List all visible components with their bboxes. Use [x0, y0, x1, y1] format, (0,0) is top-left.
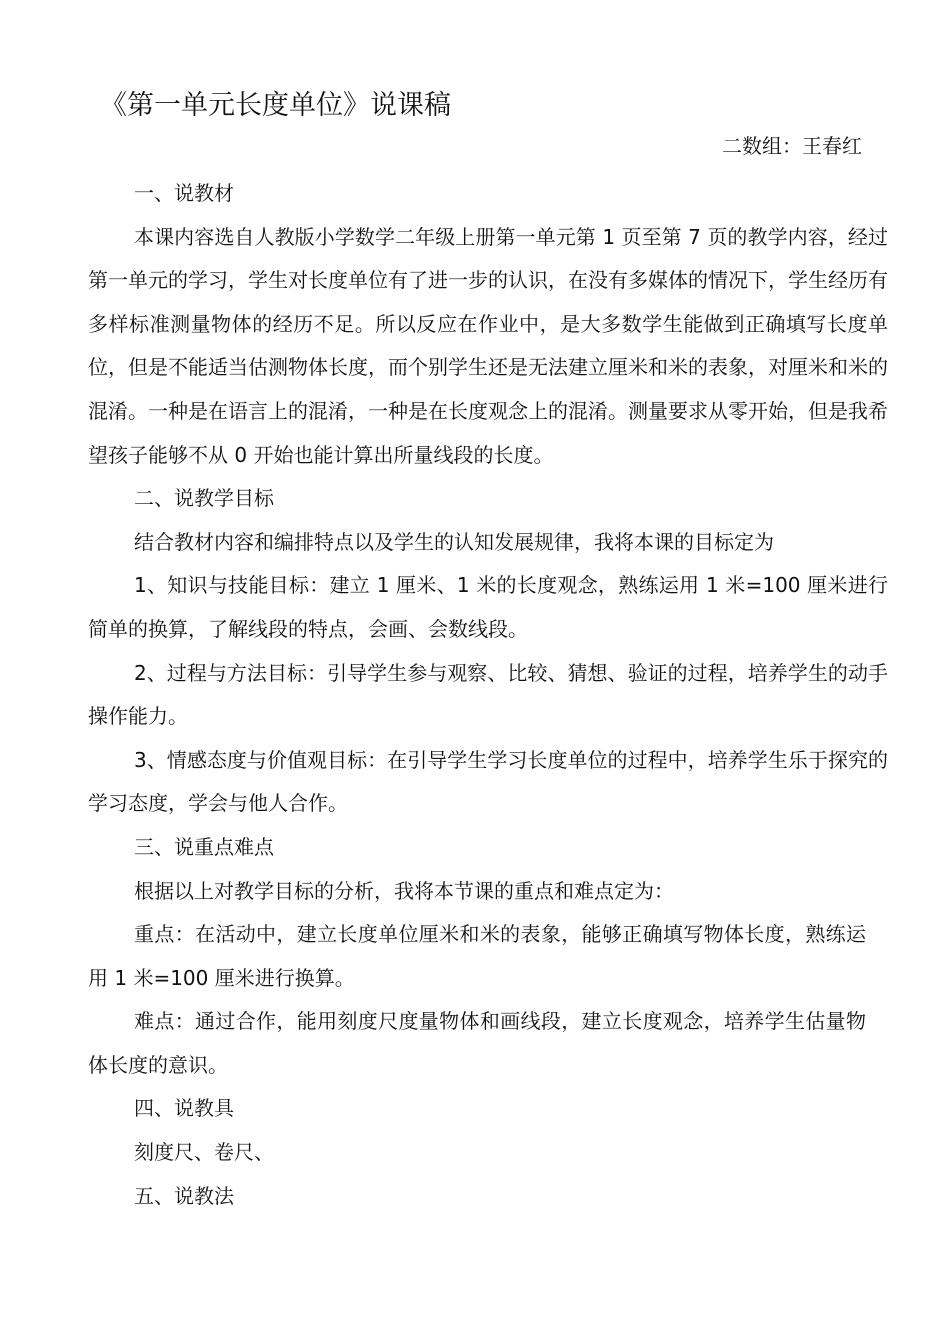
paragraph-teaching-aids: 刻度尺、卷尺、	[134, 1140, 274, 1165]
section-heading-teaching-methods: 五、说教法	[134, 1183, 234, 1208]
key-point: 重点：在活动中，建立长度单位厘米和米的表象，能够正确填写物体长度，熟练运用 1 米=100 厘米进行换算。	[88, 922, 866, 990]
section-heading-key-points: 三、说重点难点	[134, 834, 274, 859]
paragraph-objectives-intro: 结合教材内容和编排特点以及学生的认知发展规律，我将本课的目标定为	[134, 529, 774, 554]
difficult-point: 难点：通过合作，能用刻度尺度量物体和画线段，建立长度观念，培养学生估量物体长度的意识。	[88, 1009, 866, 1077]
paragraph-textbook: 本课内容选自人教版小学数学二年级上册第一单元第 1 页至第 7 页的教学内容，经过第一单元的学习，学生对长度单位有了进一步的认识，在没有多媒体的情况下，学生经历有多样标准测量物体的经历不足。所以反应在作业中，是大多数学生能做到正确填写长度单位，但是不能适当估测物体长度，而个别学生还是无法建立厘米和米的表象，对厘米和米的混淆。一种是在语言上的混淆，一种是在长度观念上的混淆。测量要求从零开始，但是我希望孩子能够不从 0 开始也能计算出所量线段的长度。	[88, 224, 888, 467]
document-body	[88, 172, 888, 1218]
paragraph-key-points-intro: 根据以上对教学目标的分析，我将本节课的重点和难点定为：	[134, 878, 674, 903]
section-heading-teaching-aids: 四、说教具	[134, 1096, 234, 1121]
objective-knowledge: 1、知识与技能目标：建立 1 厘米、1 米的长度观念，熟练运用 1 米=100 厘米进行简单的换算，了解线段的特点，会画、会数线段。	[88, 573, 888, 641]
objective-attitude: 3、情感态度与价值观目标：在引导学生学习长度单位的过程中，培养学生乐于探究的学习态度，学会与他人合作。	[88, 747, 888, 816]
section-heading-objectives: 二、说教学目标	[134, 486, 274, 511]
author-line: 二数组：王春红	[722, 134, 862, 158]
objective-process: 2、过程与方法目标：引导学生参与观察、比较、猜想、验证的过程，培养学生的动手操作能力。	[88, 660, 888, 729]
section-heading-textbook: 一、说教材	[134, 181, 234, 205]
document-title: 《第一单元长度单位》说课稿	[100, 90, 451, 121]
